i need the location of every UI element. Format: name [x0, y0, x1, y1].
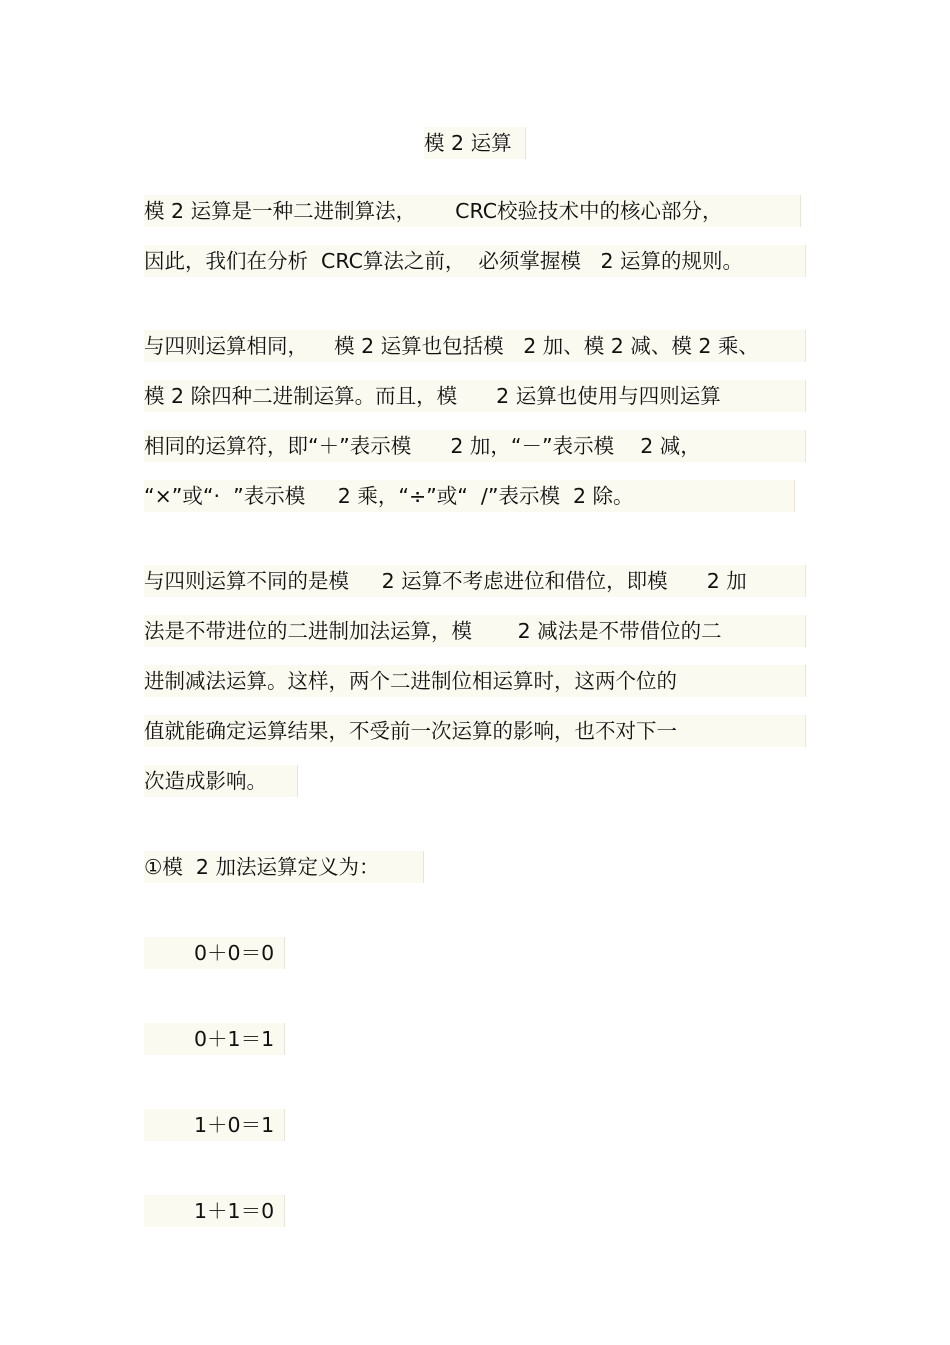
text-line: 与四则运算相同， 模 2 运算也包括模 2 加、模 2 减、模 2 乘、: [144, 330, 805, 362]
text-line: 次造成影响。: [144, 765, 297, 797]
text-line: 因此，我们在分析 CRC算法之前， 必须掌握模 2 运算的规则。: [144, 245, 805, 277]
formula-line: 0＋0＝0: [144, 937, 284, 969]
text-line: 法是不带进位的二进制加法运算，模 2 减法是不带借位的二: [144, 615, 805, 647]
page-title: 模 2 运算: [424, 127, 525, 159]
addition-heading: ①模 2 加法运算定义为：: [144, 851, 423, 883]
text-line: 进制减法运算。这样，两个二进制位相运算时，这两个位的: [144, 665, 805, 697]
text-line: “×”或“· ”表示模 2 乘，“÷”或“ /”表示模 2 除。: [144, 480, 794, 512]
formula-line: 0＋1＝1: [144, 1023, 284, 1055]
text-line: 相同的运算符，即“＋”表示模 2 加，“－”表示模 2 减，: [144, 430, 805, 462]
text-line: 模 2 除四种二进制运算。而且，模 2 运算也使用与四则运算: [144, 380, 805, 412]
formula-line: 1＋1＝0: [144, 1195, 284, 1227]
text-line: 与四则运算不同的是模 2 运算不考虑进位和借位，即模 2 加: [144, 565, 805, 597]
text-line: 模 2 运算是一种二进制算法， CRC校验技术中的核心部分，: [144, 195, 800, 227]
formula-line: 1＋0＝1: [144, 1109, 284, 1141]
text-line: 值就能确定运算结果，不受前一次运算的影响，也不对下一: [144, 715, 805, 747]
